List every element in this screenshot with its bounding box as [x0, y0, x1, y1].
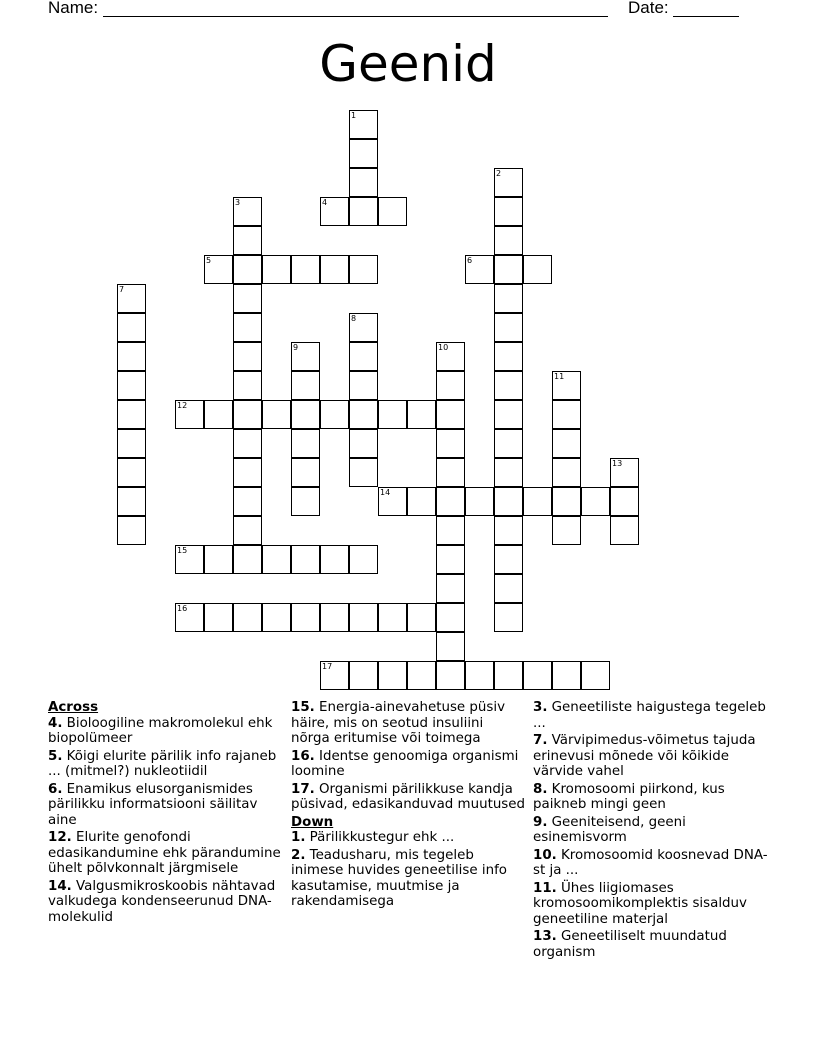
crossword-cell[interactable]: [320, 400, 349, 429]
crossword-cell[interactable]: [233, 603, 262, 632]
clue-number: 5.: [48, 748, 63, 764]
crossword-cell[interactable]: [291, 371, 320, 400]
crossword-cell[interactable]: [552, 516, 581, 545]
clue-number: 16.: [291, 748, 315, 764]
crossword-cell[interactable]: [523, 255, 552, 284]
crossword-cell[interactable]: [204, 255, 233, 284]
crossword-cell[interactable]: [378, 197, 407, 226]
crossword-cell[interactable]: [117, 458, 146, 487]
crossword-cell[interactable]: [494, 255, 523, 284]
crossword-cell[interactable]: [552, 371, 581, 400]
clue-text: Geeniteisend, geeni esinemisvorm: [533, 814, 686, 845]
crossword-cell[interactable]: [494, 313, 523, 342]
crossword-cell[interactable]: [349, 545, 378, 574]
crossword-cell[interactable]: [494, 516, 523, 545]
clues-column-3: [533, 700, 768, 962]
clue-text: Geneetiliselt muundatud organism: [533, 929, 727, 960]
cell-number: 14: [380, 488, 391, 497]
crossword-cell[interactable]: [436, 429, 465, 458]
date-label: Date:: [628, 0, 669, 17]
crossword-cell[interactable]: [581, 487, 610, 516]
crossword-cell[interactable]: [436, 487, 465, 516]
clue-number: 17.: [291, 781, 315, 797]
clue-text: Identse genoomiga organismi loomine: [291, 748, 519, 779]
crossword-cell[interactable]: [436, 661, 465, 690]
clue-number: 14.: [48, 878, 72, 894]
crossword-cell[interactable]: [320, 661, 349, 690]
name-label: Name:: [48, 0, 99, 17]
crossword-cell[interactable]: [494, 197, 523, 226]
crossword-cell[interactable]: [117, 429, 146, 458]
crossword-cell[interactable]: [233, 458, 262, 487]
clue-number: 4.: [48, 715, 63, 731]
clue-number: 2.: [291, 847, 306, 863]
clue-number: 9.: [533, 814, 548, 830]
clue-text: Organismi pärilikkuse kandja püsivad, edasikanduvad muutused: [291, 781, 526, 812]
crossword-cell[interactable]: [175, 400, 204, 429]
crossword-cell[interactable]: [291, 255, 320, 284]
crossword-cell[interactable]: [204, 545, 233, 574]
crossword-cell[interactable]: [349, 168, 378, 197]
crossword-cell[interactable]: [349, 458, 378, 487]
crossword-cell[interactable]: [262, 545, 291, 574]
crossword-cell[interactable]: [291, 458, 320, 487]
crossword-cell[interactable]: [378, 603, 407, 632]
clue-item: [291, 848, 526, 910]
clues-column-1: [48, 700, 283, 927]
crossword-cell[interactable]: [349, 342, 378, 371]
crossword-cell[interactable]: [523, 487, 552, 516]
clue-number: 12.: [48, 830, 72, 845]
crossword-cell[interactable]: [291, 545, 320, 574]
clue-item: [48, 830, 283, 877]
crossword-cell[interactable]: [552, 429, 581, 458]
crossword-cell[interactable]: [378, 400, 407, 429]
clue-text: Geneetiliste haigustega tegeleb ...: [533, 700, 766, 731]
crossword-cell[interactable]: [320, 255, 349, 284]
crossword-cell[interactable]: [320, 545, 349, 574]
crossword-cell[interactable]: [233, 284, 262, 313]
crossword-cell[interactable]: [610, 516, 639, 545]
crossword-cell[interactable]: [117, 516, 146, 545]
clue-text: Valgusmikroskoobis nähtavad valkudega kondenseerunud DNA-molekulid: [48, 878, 276, 925]
crossword-cell[interactable]: [204, 603, 233, 632]
clue-text: Enamikus elusorganismides pärilikku informatsiooni säilitav aine: [48, 781, 258, 828]
cell-number: 11: [554, 372, 565, 381]
cell-number: 13: [612, 459, 623, 468]
clue-text: Ühes liigiomases kromosoomikomplektis sisalduv geneetiline materjal: [533, 880, 747, 927]
crossword-cell[interactable]: [349, 603, 378, 632]
crossword-cell[interactable]: [610, 487, 639, 516]
clue-text: Värvipimedus-võimetus tajuda erinevusi mõnede või kõikide värvide vahel: [533, 733, 756, 779]
crossword-cell[interactable]: [233, 255, 262, 284]
cell-number: 9: [293, 343, 299, 352]
crossword-cell[interactable]: [552, 458, 581, 487]
cell-number: 10: [438, 343, 449, 352]
crossword-cell[interactable]: [494, 400, 523, 429]
clue-text: Pärilikkustegur ehk ...: [305, 830, 455, 845]
crossword-cell[interactable]: [291, 429, 320, 458]
crossword-cell[interactable]: [494, 661, 523, 690]
crossword-cell[interactable]: [523, 661, 552, 690]
cell-number: 8: [351, 314, 357, 323]
crossword-cell[interactable]: [233, 400, 262, 429]
crossword-cell[interactable]: [407, 661, 436, 690]
crossword-cell[interactable]: [175, 545, 204, 574]
crossword-cell[interactable]: [407, 400, 436, 429]
crossword-cell[interactable]: [262, 255, 291, 284]
crossword-cell[interactable]: [233, 545, 262, 574]
crossword-cell[interactable]: [552, 400, 581, 429]
crossword-cell[interactable]: [494, 429, 523, 458]
clue-item: [533, 733, 768, 780]
clue-number: 1.: [291, 830, 306, 845]
crossword-cell[interactable]: [233, 487, 262, 516]
crossword-cell[interactable]: [175, 603, 204, 632]
cell-number: 15: [177, 546, 188, 555]
crossword-cell[interactable]: [378, 661, 407, 690]
crossword-cell[interactable]: [581, 661, 610, 690]
clue-number: 6.: [48, 781, 63, 797]
cell-number: 4: [322, 198, 328, 207]
crossword-cell[interactable]: [552, 487, 581, 516]
crossword-cell[interactable]: [465, 487, 494, 516]
crossword-cell[interactable]: [436, 400, 465, 429]
crossword-cell[interactable]: [494, 458, 523, 487]
down-heading: Down: [291, 814, 334, 830]
clue-item: [291, 830, 526, 846]
crossword-cell[interactable]: [436, 632, 465, 661]
clue-item: [48, 749, 283, 780]
cell-number: 16: [177, 604, 188, 613]
crossword-cell[interactable]: [465, 255, 494, 284]
clue-text: Kõigi elurite pärilik info rajaneb ... (mitmel?) nukleotiidil: [48, 748, 277, 779]
clue-number: 7.: [533, 733, 548, 748]
crossword-cell[interactable]: [233, 226, 262, 255]
cell-number: 12: [177, 401, 188, 410]
crossword-cell[interactable]: [117, 313, 146, 342]
crossword-cell[interactable]: [262, 400, 291, 429]
cell-number: 6: [467, 256, 473, 265]
crossword-cell[interactable]: [117, 284, 146, 313]
crossword-cell[interactable]: [494, 545, 523, 574]
crossword-cell[interactable]: [233, 342, 262, 371]
clue-item: [291, 749, 526, 780]
clue-item: [291, 700, 526, 747]
clue-item: [533, 929, 768, 960]
crossword-cell[interactable]: [291, 603, 320, 632]
crossword-cell[interactable]: [349, 371, 378, 400]
crossword-cell[interactable]: [349, 429, 378, 458]
clue-number: 15.: [291, 700, 315, 715]
crossword-cell[interactable]: [378, 487, 407, 516]
crossword-cell[interactable]: [349, 139, 378, 168]
crossword-cell[interactable]: [233, 371, 262, 400]
crossword-cell[interactable]: [436, 371, 465, 400]
crossword-cell[interactable]: [494, 342, 523, 371]
clue-text: Bioloogiline makromolekul ehk biopolümeer: [48, 715, 273, 746]
crossword-cell[interactable]: [465, 661, 494, 690]
crossword-cell[interactable]: [349, 110, 378, 139]
crossword-cell[interactable]: [291, 400, 320, 429]
clue-item: [533, 782, 768, 813]
crossword-cell[interactable]: [291, 342, 320, 371]
crossword-cell[interactable]: [349, 400, 378, 429]
clue-text: Kromosoomid koosnevad DNA-st ja ...: [533, 847, 768, 878]
cell-number: 2: [496, 169, 502, 178]
clue-number: 10.: [533, 847, 557, 863]
clue-text: Kromosoomi piirkond, kus paikneb mingi geen: [533, 781, 725, 812]
cell-number: 7: [119, 285, 125, 294]
clue-item: [533, 881, 768, 928]
clues-column-2: [291, 700, 526, 912]
crossword-cell[interactable]: [291, 487, 320, 516]
crossword-cell[interactable]: [349, 661, 378, 690]
crossword-cell[interactable]: [436, 342, 465, 371]
crossword-cell[interactable]: [436, 516, 465, 545]
crossword-cell[interactable]: [436, 574, 465, 603]
crossword-cell[interactable]: [494, 371, 523, 400]
clue-number: 8.: [533, 781, 548, 797]
crossword-cell[interactable]: [117, 487, 146, 516]
crossword-cell[interactable]: [407, 603, 436, 632]
cell-number: 1: [351, 111, 357, 120]
crossword-cell[interactable]: [436, 603, 465, 632]
crossword-cell[interactable]: [117, 400, 146, 429]
clue-item: [533, 815, 768, 846]
crossword-cell[interactable]: [436, 458, 465, 487]
crossword-cell[interactable]: [233, 429, 262, 458]
clue-number: 13.: [533, 929, 557, 944]
crossword-cell[interactable]: [349, 313, 378, 342]
clue-item: [533, 848, 768, 879]
crossword-cell[interactable]: [320, 603, 349, 632]
crossword-cell[interactable]: [233, 197, 262, 226]
crossword-cell[interactable]: [204, 400, 233, 429]
crossword-cell[interactable]: [117, 342, 146, 371]
crossword-cell[interactable]: [494, 168, 523, 197]
clue-item: [291, 782, 526, 813]
crossword-cell[interactable]: [320, 197, 349, 226]
crossword-cell[interactable]: [233, 313, 262, 342]
page-title: Geenid: [319, 35, 497, 93]
crossword-cell[interactable]: [117, 371, 146, 400]
crossword-cell[interactable]: [610, 458, 639, 487]
cell-number: 5: [206, 256, 212, 265]
clue-item: [48, 716, 283, 747]
clue-text: Energia-ainevahetuse püsiv häire, mis on seotud insuliini nõrga eritumise või toimega: [291, 700, 506, 746]
clue-text: Teadusharu, mis tegeleb inimese huvides geneetilise info kasutamise, muutmise ja rakendamisega: [291, 847, 507, 909]
crossword-cell[interactable]: [494, 574, 523, 603]
crossword-cell[interactable]: [494, 487, 523, 516]
clue-text: Elurite genofondi edasikandumine ehk pärandumine ühelt põlvkonnalt järgmisele: [48, 830, 281, 876]
crossword-cell[interactable]: [494, 284, 523, 313]
crossword-cell[interactable]: [436, 545, 465, 574]
clue-number: 11.: [533, 880, 557, 896]
crossword-cell[interactable]: [494, 226, 523, 255]
crossword-cell[interactable]: [552, 661, 581, 690]
cell-number: 17: [322, 662, 333, 671]
cell-number: 3: [235, 198, 241, 207]
crossword-cell[interactable]: [349, 197, 378, 226]
crossword-cell[interactable]: [407, 487, 436, 516]
crossword-cell[interactable]: [349, 255, 378, 284]
crossword-cell[interactable]: [494, 603, 523, 632]
clue-item: [533, 700, 768, 731]
crossword-cell[interactable]: [262, 603, 291, 632]
across-heading: Across: [48, 700, 99, 715]
crossword-cell[interactable]: [233, 516, 262, 545]
clue-number: 3.: [533, 700, 548, 715]
clue-item: [48, 879, 283, 926]
clue-item: [48, 782, 283, 829]
